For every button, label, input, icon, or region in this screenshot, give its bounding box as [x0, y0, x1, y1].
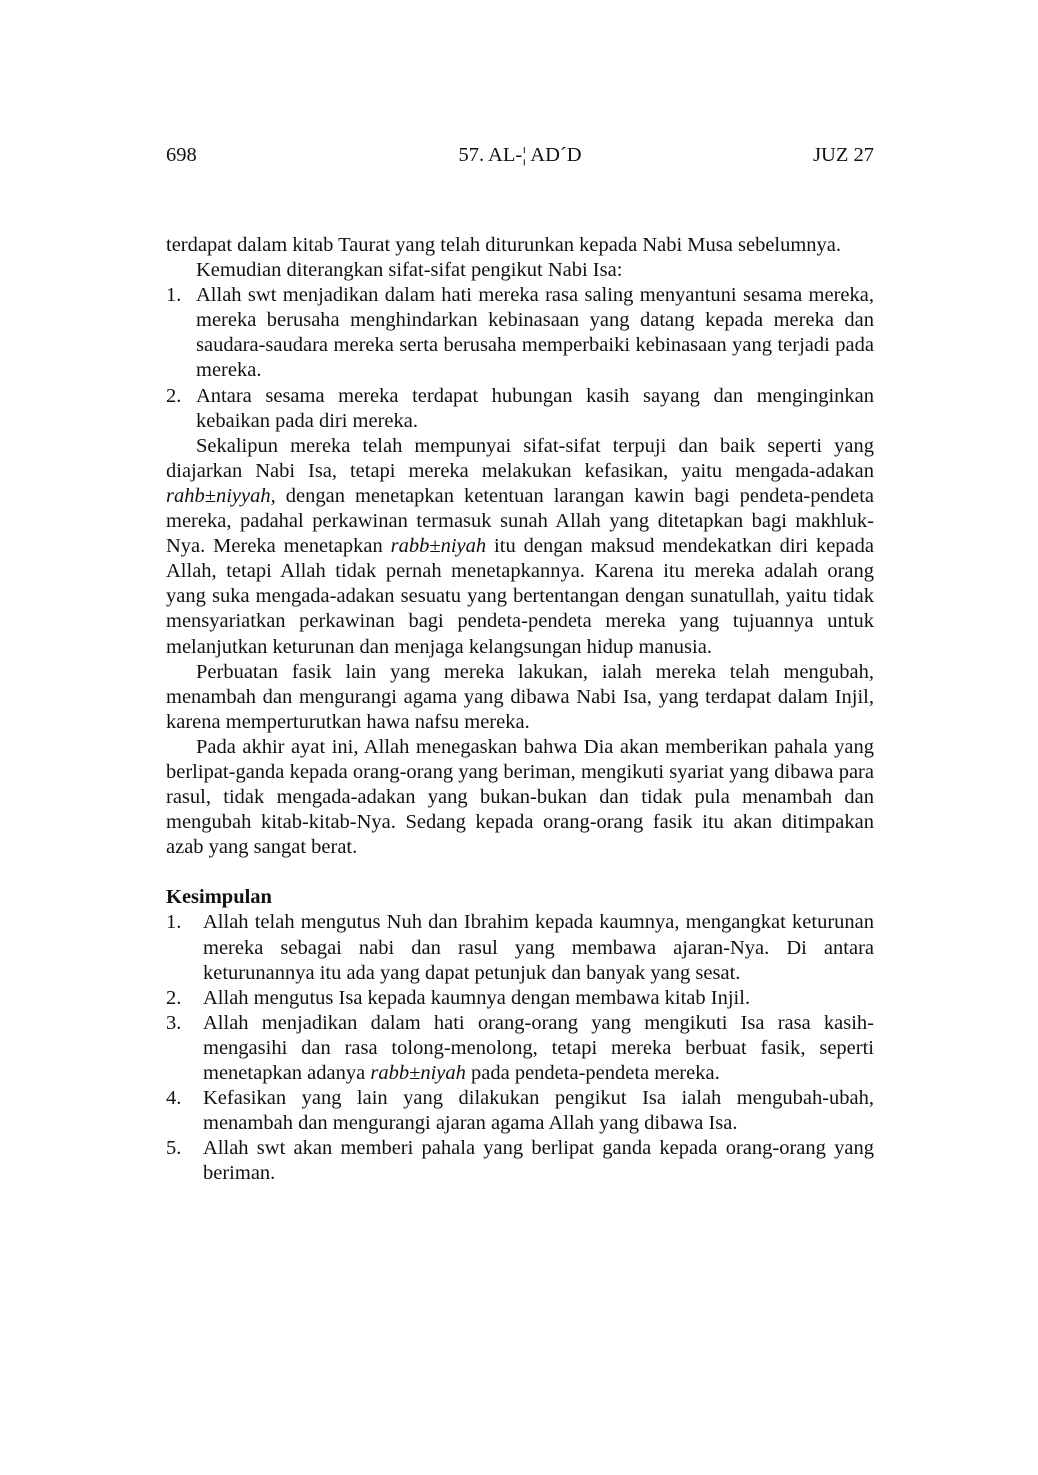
paragraph-rahbaniyyah [166, 434, 874, 660]
text-segment: pada pendeta-pendeta mereka. [465, 1062, 720, 1084]
italic-term: rabb±niyah [370, 1062, 466, 1084]
paragraph-intro-list: Kemudian diterangkan sifat-sifat pengikut Nabi Isa: [196, 259, 623, 282]
summary-item [166, 1136, 874, 1186]
juz-label: JUZ 27 [813, 144, 874, 166]
summary-item [166, 910, 874, 985]
section-heading: Kesimpulan [166, 886, 272, 909]
summary-item [166, 986, 874, 1011]
summary-item-text: Kefasikan yang lain yang dilakukan pengikut Isa ialah mengubah-ubah, menambah dan mengurangi ajaran agama Allah yang dibawa Isa. [203, 1087, 874, 1135]
italic-term: rahb±niyyah, [166, 484, 276, 507]
running-header [166, 143, 874, 173]
list-number: 3. [166, 1011, 182, 1034]
page-number: 698 [166, 144, 197, 166]
text-segment: dengan menetapkan ketentuan larangan kawin bagi pendeta-pendeta mereka, padahal perkawinan termasuk sunah Allah yang ditetapkan bagi makhluk-Nya. Mereka menetapkan [166, 484, 874, 558]
list-item [166, 283, 874, 383]
main-text [166, 233, 874, 1186]
list-item-text: Allah swt menjadikan dalam hati mereka rasa saling menyantuni sesama mereka, mereka berusaha menghindarkan kebinasaan yang datang kepada mereka dan saudara-saudara mereka serta berusaha memperbaiki kebinasaan yang terjadi pada mereka. [196, 284, 874, 382]
text-segment: Sekalipun mereka telah mempunyai sifat-sifat terpuji dan baik seperti yang diajarkan Nabi Isa, tetapi mereka melakukan kefasikan, yaitu mengada-adakan [166, 434, 874, 482]
list-item [166, 384, 874, 434]
paragraph-akhir-ayat: Pada akhir ayat ini, Allah menegaskan bahwa Dia akan memberikan pahala yang berlipat-ganda kepada orang-orang yang beriman, mengikuti syariat yang dibawa para rasul, tidak mengada-adakan yang bukan-bukan dan tidak pula menambah dan mengubah kitab-kitab-Nya. Sedang kepada orang-orang fasik itu akan ditimpakan azab yang sangat berat. [166, 735, 874, 859]
text-segment: itu dengan maksud mendekatkan diri kepada Allah, tetapi Allah tidak pernah menetapkannya. Karena itu mereka adalah orang yang suka mengada-adakan sesuatu yang bertentangan dengan sunatullah, yaitu tidak mensyariatkan perkawinan bagi pendeta-pendeta mereka yang tujuannya untuk melanjutkan keturunan dan menjaga kelangsungan hidup manusia. [166, 535, 874, 658]
italic-term: rabb±niyah [390, 535, 487, 558]
list-item-text: Antara sesama mereka terdapat hubungan kasih sayang dan menginginkan kebaikan pada diri mereka. [196, 384, 874, 432]
list-number: 5. [166, 1137, 182, 1160]
list-number: 2. [166, 384, 182, 407]
summary-item [166, 1086, 874, 1136]
summary-item-text: Allah mengutus Isa kepada kaumnya dengan membawa kitab Injil. [203, 986, 751, 1009]
paragraph-continuation: terdapat dalam kitab Taurat yang telah diturunkan kepada Nabi Musa sebelumnya. [166, 234, 842, 256]
summary-item-text: Allah swt akan memberi pahala yang berlipat ganda kepada orang-orang yang beriman. [203, 1137, 874, 1185]
paragraph-fasik: Perbuatan fasik lain yang mereka lakukan, ialah mereka telah mengubah, menambah dan mengurangi agama yang dibawa Nabi Isa, yang terdapat dalam Injil, karena memperturutkan hawa nafsu mereka. [166, 660, 874, 733]
summary-item [166, 1011, 874, 1086]
list-number: 2. [166, 986, 182, 1009]
list-number: 4. [166, 1087, 182, 1110]
list-number: 1. [166, 284, 182, 307]
chapter-title: 57. AL-¦ AD´D [458, 144, 582, 166]
summary-item-text: Allah telah mengutus Nuh dan Ibrahim kepada kaumnya, mengangkat keturunan mereka sebagai nabi dan rasul yang membawa ajaran-Nya. Di antara keturunannya itu ada yang dapat petunjuk dan banyak yang sesat. [203, 911, 874, 984]
list-number: 1. [166, 911, 182, 934]
text-segment: Allah menjadikan dalam hati orang-orang yang mengikuti Isa rasa kasih-mengasihi dan rasa tolong-menolong, tetapi mereka berbuat fasik, seperti menetapkan adanya [203, 1011, 874, 1084]
